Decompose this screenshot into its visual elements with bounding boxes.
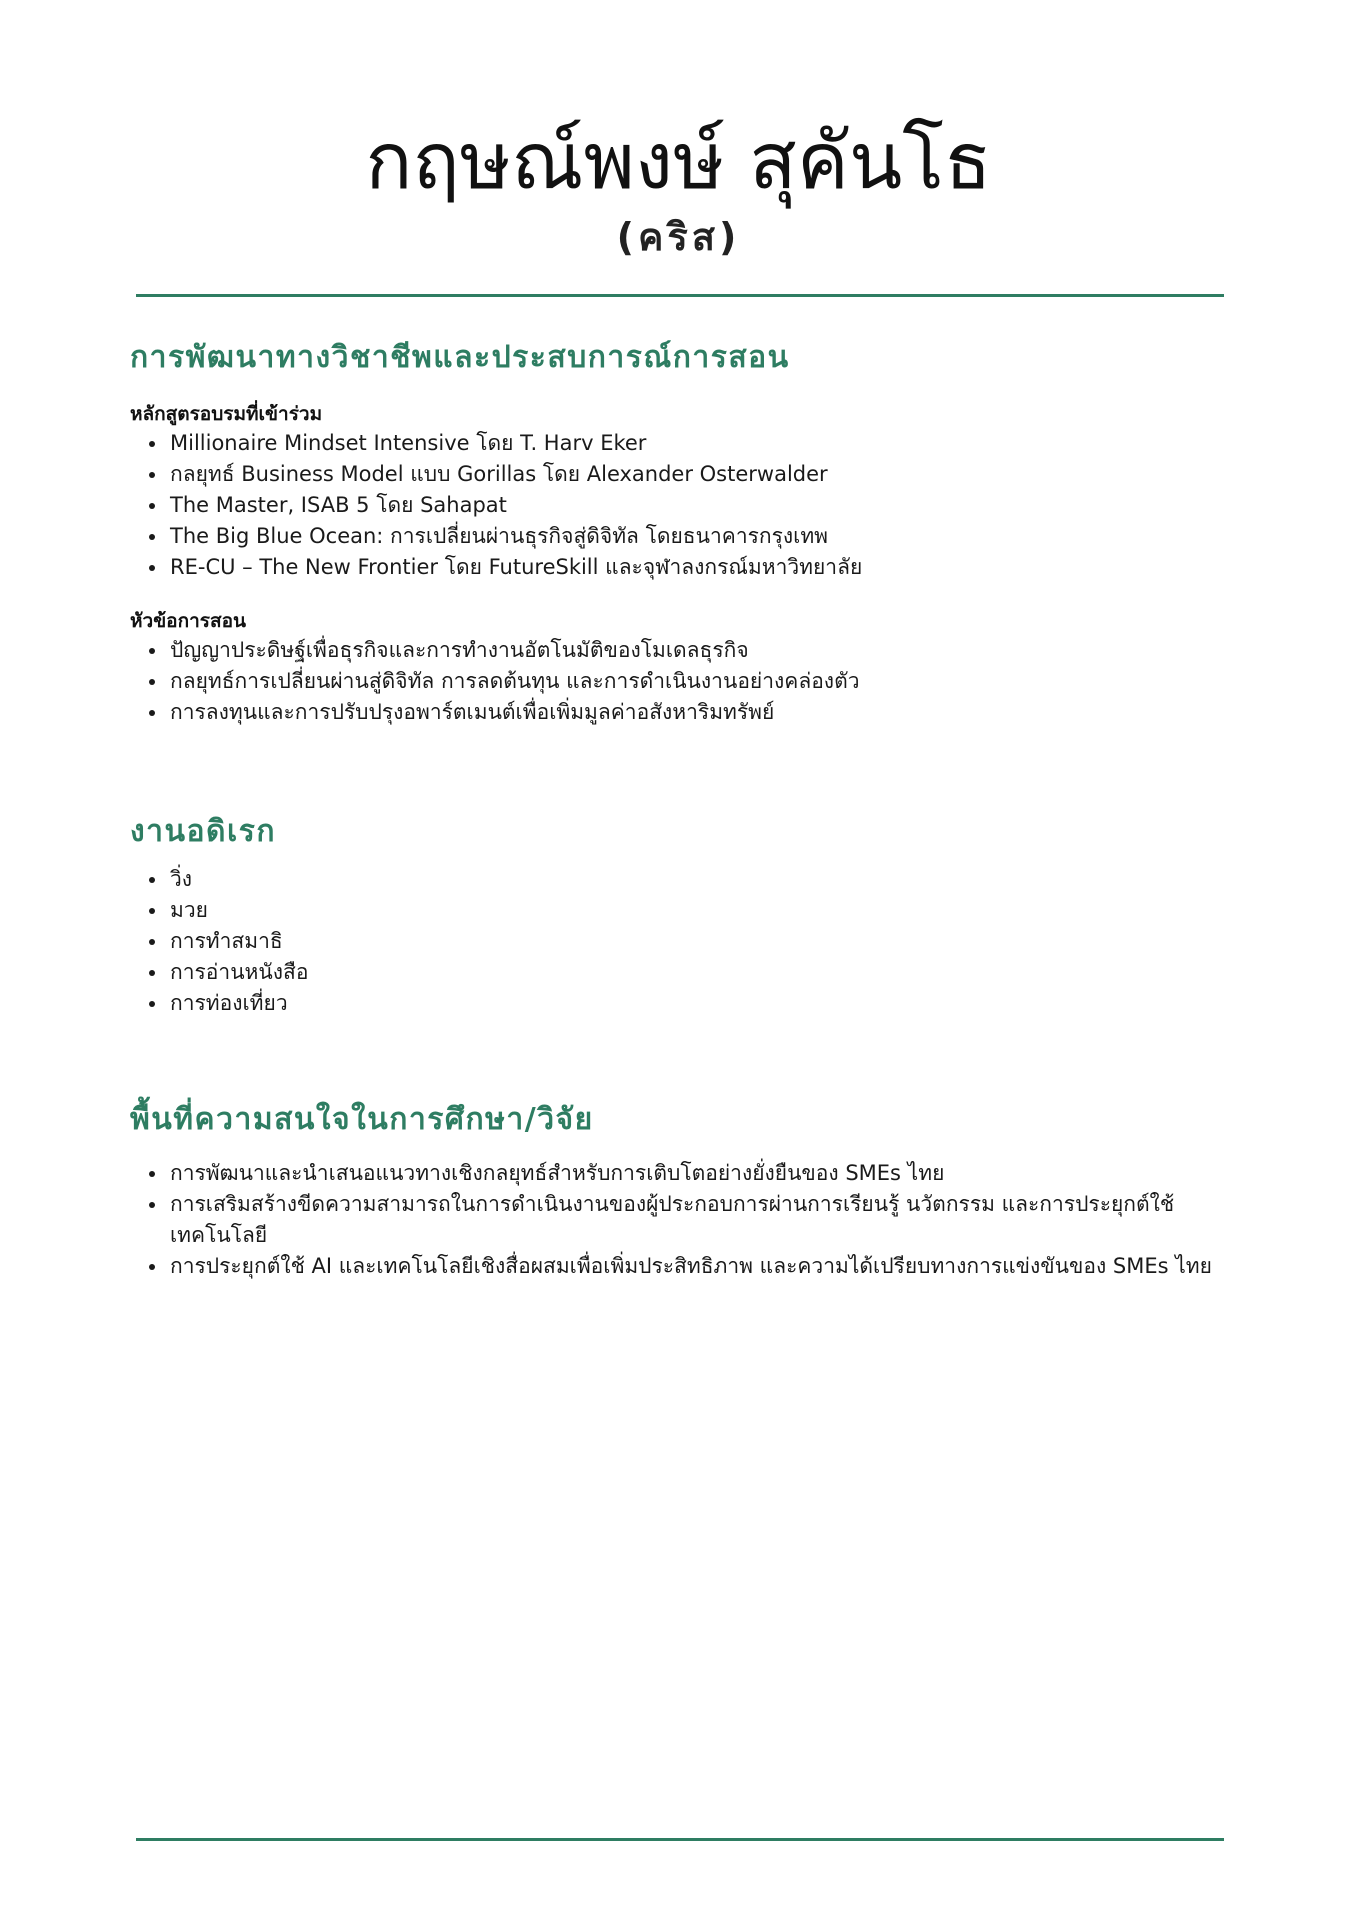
hobby-item: • มวย	[168, 895, 1230, 926]
research-item: • การประยุกต์ใช้ AI และเทคโนโลยีเชิงสื่อผสมเพื่อเพิ่มประสิทธิภาพ และความได้เปรียบทางการแข่งขันของ SMEs ไทย	[168, 1251, 1228, 1282]
research-item: • การเสริมสร้างขีดความสามารถในการดำเนินงานของผู้ประกอบการผ่านการเรียนรู้ นวัตกรรม และการประยุกต์ใช้เทคโนโลยี	[168, 1189, 1228, 1251]
research-interests-title: พื้นที่ความสนใจในการศึกษา/วิจัย	[130, 1102, 594, 1137]
research-interests-section	[130, 1100, 1230, 1282]
hobbies-title: งานอดิเรก	[130, 814, 277, 849]
professional-development-section	[130, 338, 1230, 728]
course-item: • RE-CU – The New Frontier โดย FutureSkill และจุฬาลงกรณ์มหาวิทยาลัย	[168, 552, 1230, 583]
teaching-item: • ปัญญาประดิษฐ์เพื่อธุรกิจและการทำงานอัตโนมัติของโมเดลธุรกิจ	[168, 635, 1230, 666]
course-item: • The Master, ISAB 5 โดย Sahapat	[168, 490, 1230, 521]
course-item: • Millionaire Mindset Intensive โดย T. Harv Eker	[168, 428, 1230, 459]
course-item: • The Big Blue Ocean: การเปลี่ยนผ่านธุรกิจสู่ดิจิทัล โดยธนาคารกรุงเทพ	[168, 521, 1230, 552]
person-name: กฤษณ์พงษ์ สุคันโธ	[365, 117, 992, 207]
teaching-list	[130, 635, 1230, 728]
person-nickname: (คริส)	[616, 215, 741, 259]
hobby-item: • วิ่ง	[168, 864, 1230, 895]
research-list	[130, 1158, 1228, 1282]
hobby-item: • การท่องเที่ยว	[168, 988, 1230, 1019]
hobbies-section	[130, 812, 1230, 1019]
teaching-item: • การลงทุนและการปรับปรุงอพาร์ตเมนต์เพื่อเพิ่มมูลค่าอสังหาริมทรัพย์	[168, 697, 1230, 728]
hobbies-list	[130, 864, 1230, 1019]
courses-list	[130, 428, 1230, 583]
course-item: • กลยุทธ์ Business Model แบบ Gorillas โดย Alexander Osterwalder	[168, 459, 1230, 490]
header-divider	[136, 294, 1224, 297]
footer-divider	[136, 1838, 1224, 1841]
teaching-item: • กลยุทธ์การเปลี่ยนผ่านสู่ดิจิทัล การลดต้นทุน และการดำเนินงานอย่างคล่องตัว	[168, 666, 1230, 697]
hobby-item: • การอ่านหนังสือ	[168, 957, 1230, 988]
research-item: • การพัฒนาและนำเสนอแนวทางเชิงกลยุทธ์สำหรับการเติบโตอย่างยั่งยืนของ SMEs ไทย	[168, 1158, 1228, 1189]
professional-development-title: การพัฒนาทางวิชาชีพและประสบการณ์การสอน	[130, 340, 790, 375]
courses-subtitle: หลักสูตรอบรมที่เข้าร่วม	[130, 403, 323, 425]
teaching-subtitle: หัวข้อการสอน	[130, 610, 246, 632]
hobby-item: • การทำสมาธิ	[168, 926, 1230, 957]
